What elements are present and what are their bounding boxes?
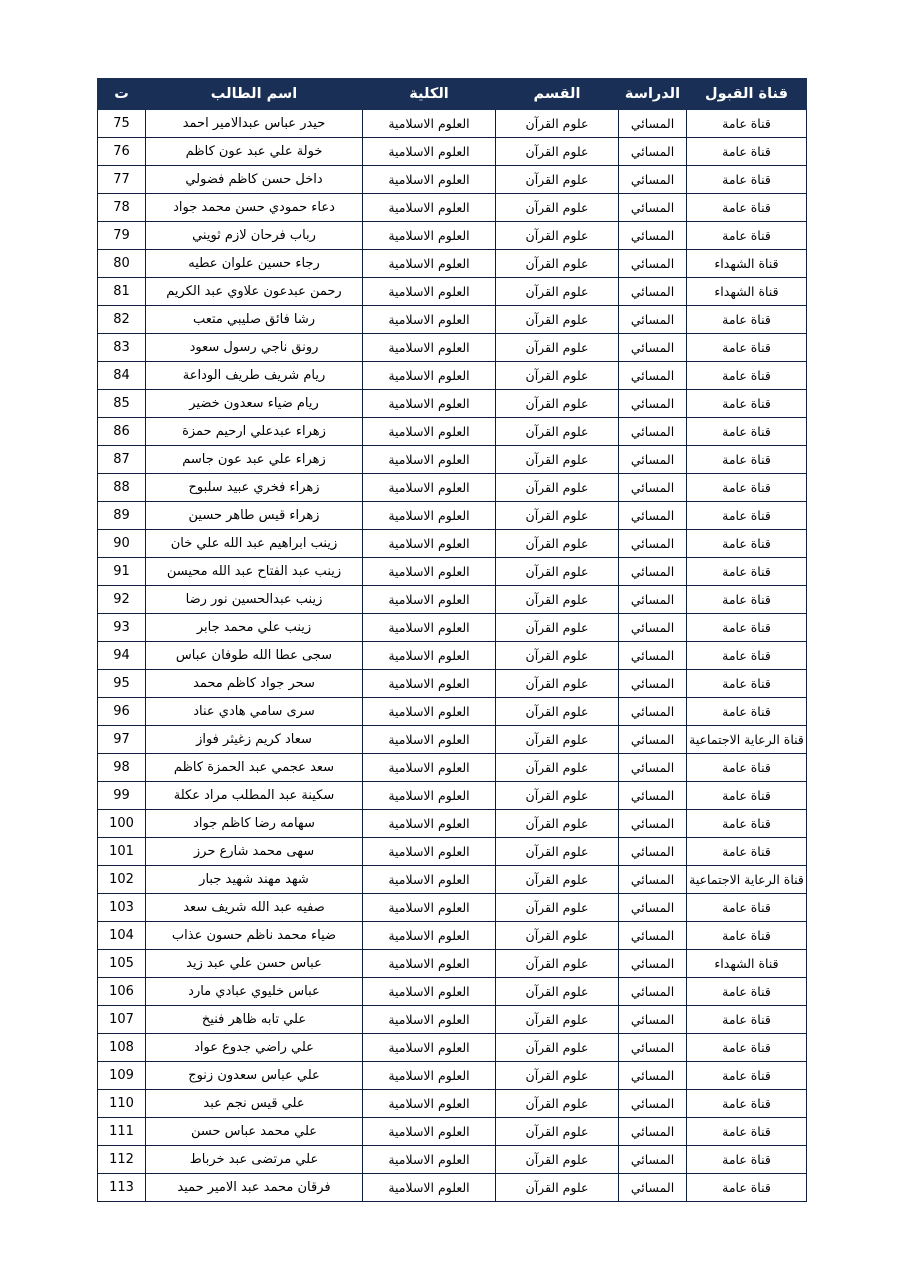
cell-department: علوم القرآن: [496, 474, 619, 502]
cell-college: العلوم الاسلامية: [363, 866, 496, 894]
cell-department: علوم القرآن: [496, 586, 619, 614]
cell-department: علوم القرآن: [496, 306, 619, 334]
cell-student-name: سرى سامي هادي عناد: [146, 698, 363, 726]
cell-student-name: علي محمد عباس حسن: [146, 1118, 363, 1146]
cell-department: علوم القرآن: [496, 726, 619, 754]
cell-index: 95: [98, 670, 146, 698]
cell-index: 88: [98, 474, 146, 502]
cell-admission-channel: قناة عامة: [687, 194, 807, 222]
cell-admission-channel: قناة عامة: [687, 558, 807, 586]
cell-study: المسائي: [619, 894, 687, 922]
cell-department: علوم القرآن: [496, 670, 619, 698]
cell-admission-channel: قناة عامة: [687, 362, 807, 390]
cell-college: العلوم الاسلامية: [363, 110, 496, 138]
table-row: [98, 614, 807, 642]
column-header-department: القسم: [496, 79, 619, 110]
table-row: [98, 726, 807, 754]
cell-department: علوم القرآن: [496, 222, 619, 250]
cell-study: المسائي: [619, 418, 687, 446]
cell-study: المسائي: [619, 586, 687, 614]
cell-index: 96: [98, 698, 146, 726]
cell-department: علوم القرآن: [496, 390, 619, 418]
cell-study: المسائي: [619, 866, 687, 894]
cell-admission-channel: قناة عامة: [687, 1006, 807, 1034]
cell-admission-channel: قناة عامة: [687, 334, 807, 362]
cell-college: العلوم الاسلامية: [363, 250, 496, 278]
cell-college: العلوم الاسلامية: [363, 642, 496, 670]
cell-department: علوم القرآن: [496, 838, 619, 866]
cell-study: المسائي: [619, 754, 687, 782]
cell-college: العلوم الاسلامية: [363, 1118, 496, 1146]
cell-admission-channel: قناة الشهداء: [687, 950, 807, 978]
table-row: [98, 838, 807, 866]
cell-college: العلوم الاسلامية: [363, 782, 496, 810]
cell-college: العلوم الاسلامية: [363, 390, 496, 418]
cell-student-name: علي راضي جدوع عواد: [146, 1034, 363, 1062]
cell-student-name: سعد عجمي عبد الحمزة كاظم: [146, 754, 363, 782]
cell-student-name: زهراء عبدعلي ارحيم حمزة: [146, 418, 363, 446]
cell-index: 76: [98, 138, 146, 166]
cell-college: العلوم الاسلامية: [363, 698, 496, 726]
table-row: [98, 418, 807, 446]
cell-department: علوم القرآن: [496, 334, 619, 362]
cell-admission-channel: قناة عامة: [687, 502, 807, 530]
table-row: [98, 810, 807, 838]
cell-study: المسائي: [619, 194, 687, 222]
cell-college: العلوم الاسلامية: [363, 614, 496, 642]
cell-study: المسائي: [619, 1062, 687, 1090]
cell-student-name: شهد مهند شهيد جبار: [146, 866, 363, 894]
cell-student-name: رشا فائق صليبي متعب: [146, 306, 363, 334]
cell-college: العلوم الاسلامية: [363, 558, 496, 586]
table-row: [98, 194, 807, 222]
cell-index: 87: [98, 446, 146, 474]
table-row: [98, 390, 807, 418]
cell-student-name: عباس حسن علي عبد زيد: [146, 950, 363, 978]
table-row: [98, 698, 807, 726]
cell-student-name: رباب فرحان لازم ثويني: [146, 222, 363, 250]
cell-department: علوم القرآن: [496, 810, 619, 838]
cell-student-name: سكينة عبد المطلب مراد عكلة: [146, 782, 363, 810]
cell-department: علوم القرآن: [496, 782, 619, 810]
cell-department: علوم القرآن: [496, 194, 619, 222]
cell-college: العلوم الاسلامية: [363, 446, 496, 474]
cell-college: العلوم الاسلامية: [363, 1090, 496, 1118]
cell-college: العلوم الاسلامية: [363, 166, 496, 194]
cell-index: 83: [98, 334, 146, 362]
cell-index: 102: [98, 866, 146, 894]
cell-index: 90: [98, 530, 146, 558]
cell-student-name: سهى محمد شارع حرز: [146, 838, 363, 866]
cell-student-name: رجاء حسين علوان عطيه: [146, 250, 363, 278]
cell-college: العلوم الاسلامية: [363, 1146, 496, 1174]
cell-index: 81: [98, 278, 146, 306]
table-row: [98, 278, 807, 306]
cell-student-name: زهراء قيس طاهر حسين: [146, 502, 363, 530]
cell-admission-channel: قناة الشهداء: [687, 250, 807, 278]
table-row: [98, 222, 807, 250]
cell-department: علوم القرآن: [496, 502, 619, 530]
cell-study: المسائي: [619, 978, 687, 1006]
cell-college: العلوم الاسلامية: [363, 810, 496, 838]
table-row: [98, 250, 807, 278]
cell-admission-channel: قناة عامة: [687, 166, 807, 194]
table-body: [98, 110, 807, 1202]
cell-study: المسائي: [619, 558, 687, 586]
cell-admission-channel: قناة عامة: [687, 418, 807, 446]
table-row: [98, 530, 807, 558]
cell-college: العلوم الاسلامية: [363, 194, 496, 222]
cell-student-name: علي تابه ظاهر فنيخ: [146, 1006, 363, 1034]
cell-index: 106: [98, 978, 146, 1006]
table-row: [98, 362, 807, 390]
cell-admission-channel: قناة الرعاية الاجتماعية: [687, 866, 807, 894]
cell-college: العلوم الاسلامية: [363, 894, 496, 922]
cell-study: المسائي: [619, 362, 687, 390]
cell-study: المسائي: [619, 642, 687, 670]
cell-college: العلوم الاسلامية: [363, 1174, 496, 1202]
table-row: [98, 138, 807, 166]
cell-college: العلوم الاسلامية: [363, 838, 496, 866]
cell-department: علوم القرآن: [496, 1146, 619, 1174]
cell-study: المسائي: [619, 1034, 687, 1062]
cell-study: المسائي: [619, 922, 687, 950]
cell-college: العلوم الاسلامية: [363, 362, 496, 390]
column-header-student-name: اسم الطالب: [146, 79, 363, 110]
table-header: [98, 79, 807, 110]
cell-department: علوم القرآن: [496, 978, 619, 1006]
cell-department: علوم القرآن: [496, 1062, 619, 1090]
cell-student-name: زينب علي محمد جابر: [146, 614, 363, 642]
cell-department: علوم القرآن: [496, 1006, 619, 1034]
cell-college: العلوم الاسلامية: [363, 502, 496, 530]
cell-index: 109: [98, 1062, 146, 1090]
cell-study: المسائي: [619, 782, 687, 810]
cell-admission-channel: قناة عامة: [687, 446, 807, 474]
table-row: [98, 110, 807, 138]
table-row: [98, 586, 807, 614]
table-row: [98, 1146, 807, 1174]
cell-index: 84: [98, 362, 146, 390]
cell-student-name: علي عباس سعدون زنوج: [146, 1062, 363, 1090]
table-row: [98, 782, 807, 810]
cell-department: علوم القرآن: [496, 558, 619, 586]
column-header-college: الكلية: [363, 79, 496, 110]
table-row: [98, 474, 807, 502]
cell-index: 78: [98, 194, 146, 222]
cell-student-name: سحر جواد كاظم محمد: [146, 670, 363, 698]
cell-department: علوم القرآن: [496, 250, 619, 278]
cell-college: العلوم الاسلامية: [363, 1062, 496, 1090]
cell-index: 79: [98, 222, 146, 250]
table-row: [98, 446, 807, 474]
cell-admission-channel: قناة عامة: [687, 530, 807, 558]
cell-student-name: دعاء حمودي حسن محمد جواد: [146, 194, 363, 222]
cell-index: 107: [98, 1006, 146, 1034]
cell-study: المسائي: [619, 166, 687, 194]
cell-admission-channel: قناة عامة: [687, 306, 807, 334]
students-table: [97, 78, 807, 1202]
cell-index: 91: [98, 558, 146, 586]
cell-department: علوم القرآن: [496, 362, 619, 390]
cell-student-name: صفيه عبد الله شريف سعد: [146, 894, 363, 922]
cell-student-name: سجى عطا الله طوفان عباس: [146, 642, 363, 670]
cell-student-name: عباس خليوي عبادي مارد: [146, 978, 363, 1006]
cell-department: علوم القرآن: [496, 614, 619, 642]
cell-admission-channel: قناة عامة: [687, 642, 807, 670]
cell-college: العلوم الاسلامية: [363, 726, 496, 754]
cell-department: علوم القرآن: [496, 1034, 619, 1062]
cell-admission-channel: قناة عامة: [687, 1118, 807, 1146]
cell-student-name: سعاد كريم زغيثر فواز: [146, 726, 363, 754]
cell-admission-channel: قناة عامة: [687, 1034, 807, 1062]
column-header-study: الدراسة: [619, 79, 687, 110]
cell-college: العلوم الاسلامية: [363, 670, 496, 698]
cell-college: العلوم الاسلامية: [363, 754, 496, 782]
cell-admission-channel: قناة عامة: [687, 670, 807, 698]
table-row: [98, 866, 807, 894]
cell-department: علوم القرآن: [496, 530, 619, 558]
cell-index: 104: [98, 922, 146, 950]
cell-admission-channel: قناة عامة: [687, 1062, 807, 1090]
cell-study: المسائي: [619, 810, 687, 838]
cell-index: 99: [98, 782, 146, 810]
table-row: [98, 1174, 807, 1202]
table-row: [98, 1062, 807, 1090]
table-row: [98, 754, 807, 782]
table-row: [98, 922, 807, 950]
cell-study: المسائي: [619, 1174, 687, 1202]
cell-study: المسائي: [619, 306, 687, 334]
table-row: [98, 306, 807, 334]
cell-student-name: علي مرتضى عبد خرباط: [146, 1146, 363, 1174]
cell-department: علوم القرآن: [496, 754, 619, 782]
cell-index: 97: [98, 726, 146, 754]
cell-study: المسائي: [619, 726, 687, 754]
cell-admission-channel: قناة عامة: [687, 838, 807, 866]
cell-index: 75: [98, 110, 146, 138]
cell-student-name: ضياء محمد ناظم حسون عذاب: [146, 922, 363, 950]
cell-study: المسائي: [619, 446, 687, 474]
cell-index: 101: [98, 838, 146, 866]
cell-study: المسائي: [619, 1090, 687, 1118]
cell-index: 85: [98, 390, 146, 418]
cell-admission-channel: قناة عامة: [687, 698, 807, 726]
cell-student-name: خولة علي عبد عون كاظم: [146, 138, 363, 166]
table-row: [98, 978, 807, 1006]
cell-department: علوم القرآن: [496, 894, 619, 922]
cell-college: العلوم الاسلامية: [363, 922, 496, 950]
cell-student-name: زينب ابراهيم عبد الله علي خان: [146, 530, 363, 558]
cell-study: المسائي: [619, 838, 687, 866]
cell-student-name: ريام شريف طريف الوداعة: [146, 362, 363, 390]
cell-index: 89: [98, 502, 146, 530]
table-row: [98, 1118, 807, 1146]
cell-study: المسائي: [619, 1146, 687, 1174]
cell-student-name: رحمن عبدعون علاوي عبد الكريم: [146, 278, 363, 306]
cell-college: العلوم الاسلامية: [363, 1006, 496, 1034]
cell-student-name: زينب عبدالحسين نور رضا: [146, 586, 363, 614]
table-row: [98, 502, 807, 530]
cell-college: العلوم الاسلامية: [363, 950, 496, 978]
table-header-row: [98, 79, 807, 110]
cell-admission-channel: قناة عامة: [687, 614, 807, 642]
cell-study: المسائي: [619, 698, 687, 726]
cell-index: 92: [98, 586, 146, 614]
table-row: [98, 1006, 807, 1034]
cell-index: 100: [98, 810, 146, 838]
cell-student-name: زهراء علي عبد عون جاسم: [146, 446, 363, 474]
cell-study: المسائي: [619, 950, 687, 978]
cell-department: علوم القرآن: [496, 866, 619, 894]
cell-index: 82: [98, 306, 146, 334]
cell-department: علوم القرآن: [496, 278, 619, 306]
cell-department: علوم القرآن: [496, 698, 619, 726]
cell-college: العلوم الاسلامية: [363, 222, 496, 250]
cell-admission-channel: قناة عامة: [687, 782, 807, 810]
table-row: [98, 950, 807, 978]
cell-college: العلوم الاسلامية: [363, 586, 496, 614]
cell-college: العلوم الاسلامية: [363, 978, 496, 1006]
cell-department: علوم القرآن: [496, 418, 619, 446]
cell-index: 113: [98, 1174, 146, 1202]
cell-study: المسائي: [619, 390, 687, 418]
cell-admission-channel: قناة الشهداء: [687, 278, 807, 306]
cell-admission-channel: قناة عامة: [687, 1146, 807, 1174]
cell-college: العلوم الاسلامية: [363, 138, 496, 166]
cell-study: المسائي: [619, 1006, 687, 1034]
cell-study: المسائي: [619, 138, 687, 166]
table-row: [98, 894, 807, 922]
cell-study: المسائي: [619, 670, 687, 698]
cell-student-name: فرقان محمد عبد الامير حميد: [146, 1174, 363, 1202]
cell-student-name: علي قيس نجم عبد: [146, 1090, 363, 1118]
cell-index: 105: [98, 950, 146, 978]
cell-study: المسائي: [619, 110, 687, 138]
cell-department: علوم القرآن: [496, 138, 619, 166]
cell-index: 93: [98, 614, 146, 642]
column-header-admission-channel: قناة القبول: [687, 79, 807, 110]
cell-admission-channel: قناة عامة: [687, 810, 807, 838]
cell-study: المسائي: [619, 1118, 687, 1146]
cell-student-name: سهامه رضا كاظم جواد: [146, 810, 363, 838]
cell-student-name: رونق ناجي رسول سعود: [146, 334, 363, 362]
cell-department: علوم القرآن: [496, 1118, 619, 1146]
cell-college: العلوم الاسلامية: [363, 278, 496, 306]
cell-study: المسائي: [619, 250, 687, 278]
cell-college: العلوم الاسلامية: [363, 418, 496, 446]
cell-study: المسائي: [619, 530, 687, 558]
cell-department: علوم القرآن: [496, 110, 619, 138]
cell-admission-channel: قناة عامة: [687, 138, 807, 166]
cell-index: 80: [98, 250, 146, 278]
column-header-index: ت: [98, 79, 146, 110]
cell-admission-channel: قناة عامة: [687, 586, 807, 614]
cell-college: العلوم الاسلامية: [363, 1034, 496, 1062]
cell-student-name: زهراء فخري عبيد سلبوح: [146, 474, 363, 502]
cell-study: المسائي: [619, 614, 687, 642]
cell-index: 86: [98, 418, 146, 446]
table-row: [98, 642, 807, 670]
cell-department: علوم القرآن: [496, 446, 619, 474]
cell-department: علوم القرآن: [496, 642, 619, 670]
cell-index: 77: [98, 166, 146, 194]
table-row: [98, 334, 807, 362]
cell-student-name: زينب عبد الفتاح عبد الله محيسن: [146, 558, 363, 586]
cell-admission-channel: قناة عامة: [687, 1090, 807, 1118]
table-row: [98, 558, 807, 586]
cell-index: 103: [98, 894, 146, 922]
cell-student-name: ريام ضياء سعدون خضير: [146, 390, 363, 418]
cell-student-name: داخل حسن كاظم فضولي: [146, 166, 363, 194]
cell-department: علوم القرآن: [496, 166, 619, 194]
table-row: [98, 166, 807, 194]
cell-index: 110: [98, 1090, 146, 1118]
cell-admission-channel: قناة عامة: [687, 110, 807, 138]
cell-department: علوم القرآن: [496, 950, 619, 978]
cell-college: العلوم الاسلامية: [363, 530, 496, 558]
cell-index: 94: [98, 642, 146, 670]
cell-admission-channel: قناة عامة: [687, 922, 807, 950]
cell-index: 111: [98, 1118, 146, 1146]
cell-college: العلوم الاسلامية: [363, 474, 496, 502]
cell-admission-channel: قناة عامة: [687, 222, 807, 250]
cell-study: المسائي: [619, 502, 687, 530]
cell-admission-channel: قناة عامة: [687, 978, 807, 1006]
table-row: [98, 1090, 807, 1118]
table-row: [98, 1034, 807, 1062]
cell-study: المسائي: [619, 474, 687, 502]
cell-admission-channel: قناة عامة: [687, 390, 807, 418]
cell-department: علوم القرآن: [496, 1174, 619, 1202]
cell-student-name: حيدر عباس عبدالامير احمد: [146, 110, 363, 138]
table-row: [98, 670, 807, 698]
cell-college: العلوم الاسلامية: [363, 334, 496, 362]
cell-department: علوم القرآن: [496, 922, 619, 950]
cell-index: 98: [98, 754, 146, 782]
cell-index: 108: [98, 1034, 146, 1062]
cell-study: المسائي: [619, 222, 687, 250]
cell-index: 112: [98, 1146, 146, 1174]
cell-study: المسائي: [619, 278, 687, 306]
cell-admission-channel: قناة عامة: [687, 1174, 807, 1202]
cell-admission-channel: قناة عامة: [687, 754, 807, 782]
cell-study: المسائي: [619, 334, 687, 362]
cell-admission-channel: قناة عامة: [687, 894, 807, 922]
cell-department: علوم القرآن: [496, 1090, 619, 1118]
cell-college: العلوم الاسلامية: [363, 306, 496, 334]
cell-admission-channel: قناة عامة: [687, 474, 807, 502]
cell-admission-channel: قناة الرعاية الاجتماعية: [687, 726, 807, 754]
